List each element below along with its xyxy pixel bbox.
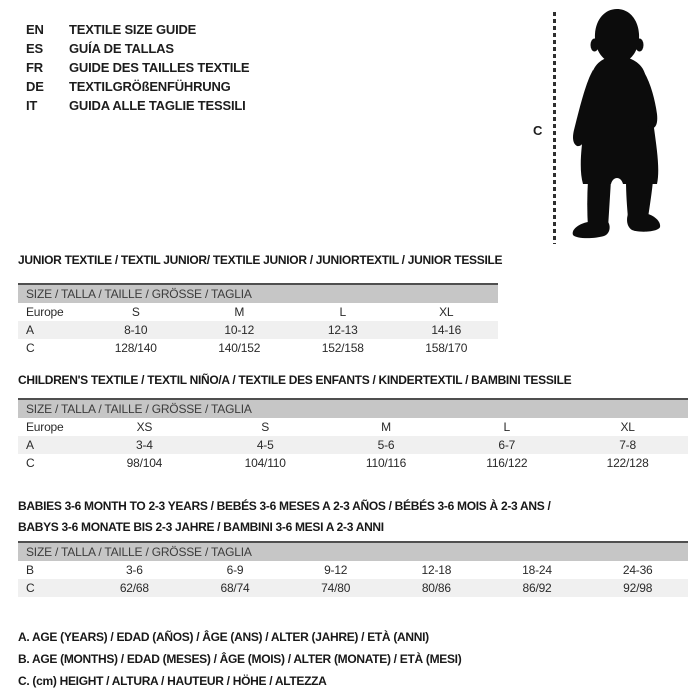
language-row-de	[26, 77, 249, 96]
table-cell: 74/80	[321, 581, 351, 595]
language-code: IT	[26, 98, 38, 113]
size-table-header: SIZE / TALLA / TAILLE / GRÖSSE / TAGLIA	[18, 283, 498, 303]
row-label: C	[26, 341, 35, 355]
table-cell: 110/116	[365, 456, 407, 470]
table-cell: 12-13	[327, 323, 358, 337]
table-cell: 3-6	[125, 563, 143, 577]
footnote-b: B. AGE (MONTHS) / EDAD (MESES) / ÂGE (MOIS) / ALTER (MONATE) / ETÀ (MESI)	[18, 652, 462, 666]
table-cell: 140/152	[218, 341, 261, 355]
row-label: C	[26, 581, 35, 595]
table-cell: 6-7	[498, 438, 516, 452]
table-row-europe	[18, 303, 498, 321]
table-cell: S	[261, 420, 270, 434]
language-code: FR	[26, 60, 43, 75]
toddler-silhouette-image	[562, 8, 688, 246]
section-title-babies-line2: BABYS 3-6 MONATE BIS 2-3 JAHRE / BAMBINI 3-6 MESI A 2-3 ANNI	[18, 520, 384, 534]
language-row-it	[26, 96, 249, 115]
table-cell: 62/68	[119, 581, 149, 595]
guide-title-fr: GUIDE DES TAILLES TEXTILE	[69, 60, 250, 75]
table-cell: 98/104	[126, 456, 163, 470]
row-label: Europe	[26, 420, 64, 434]
guide-title-en: TEXTILE SIZE GUIDE	[69, 22, 197, 37]
table-row-height	[18, 579, 688, 597]
table-cell: 8-10	[124, 323, 148, 337]
table-cell: 116/122	[486, 456, 528, 470]
footnote-c: C. (cm) HEIGHT / ALTURA / HAUTEUR / HÖHE / ALTEZZA	[18, 674, 327, 688]
language-code: DE	[26, 79, 44, 94]
junior-size-table	[18, 283, 498, 357]
babies-size-table	[18, 541, 688, 597]
language-title-block	[26, 20, 249, 115]
table-cell: 128/140	[114, 341, 157, 355]
footnote-a: A. AGE (YEARS) / EDAD (AÑOS) / ÂGE (ANS) / ALTER (JAHRE) / ETÀ (ANNI)	[18, 630, 429, 644]
table-cell: M	[381, 420, 391, 434]
guide-title-de: TEXTILGRÖßENFÜHRUNG	[69, 79, 231, 94]
table-row-months	[18, 561, 688, 579]
table-row-europe	[18, 418, 688, 436]
guide-title-es: GUÍA DE TALLAS	[69, 41, 174, 56]
table-cell: 9-12	[324, 563, 348, 577]
section-title-children: CHILDREN'S TEXTILE / TEXTIL NIÑO/A / TEXTILE DES ENFANTS / KINDERTEXTIL / BAMBINI TESSILE	[18, 373, 572, 387]
table-cell: XL	[620, 420, 635, 434]
table-cell: 18-24	[522, 563, 552, 577]
table-cell: 92/98	[623, 581, 653, 595]
table-row-age	[18, 436, 688, 454]
table-cell: 6-9	[226, 563, 244, 577]
height-measure-dashed-line	[553, 12, 556, 244]
size-table-header: SIZE / TALLA / TAILLE / GRÖSSE / TAGLIA	[18, 541, 688, 561]
section-title-babies-line1: BABIES 3-6 MONTH TO 2-3 YEARS / BEBÉS 3-6 MESES A 2-3 AÑOS / BÉBÉS 3-6 MOIS À 2-3 ANS /	[18, 499, 551, 513]
table-cell: 68/74	[220, 581, 250, 595]
table-cell: 24-36	[622, 563, 653, 577]
section-title-junior: JUNIOR TEXTILE / TEXTIL JUNIOR/ TEXTILE JUNIOR / JUNIORTEXTIL / JUNIOR TESSILE	[18, 253, 503, 267]
table-row-age	[18, 321, 498, 339]
table-row-height	[18, 454, 688, 472]
table-cell: M	[234, 305, 245, 319]
height-measure-label: C	[533, 123, 543, 138]
footnote-legend	[18, 626, 461, 692]
table-cell: 10-12	[224, 323, 255, 337]
row-label: B	[26, 563, 34, 577]
table-cell: L	[339, 305, 346, 319]
table-cell: S	[131, 305, 140, 319]
table-cell: 104/110	[244, 456, 286, 470]
table-cell: 122/128	[606, 456, 649, 470]
size-table-header: SIZE / TALLA / TAILLE / GRÖSSE / TAGLIA	[18, 398, 688, 418]
row-label: Europe	[26, 305, 64, 319]
language-code: ES	[26, 41, 43, 56]
language-code: EN	[26, 22, 44, 37]
table-cell: 3-4	[136, 438, 153, 452]
language-row-fr	[26, 58, 249, 77]
row-label: A	[26, 438, 34, 452]
table-cell: L	[503, 420, 511, 434]
table-cell: 152/158	[321, 341, 364, 355]
table-cell: XS	[136, 420, 153, 434]
language-row-en	[26, 20, 249, 39]
table-cell: 158/170	[425, 341, 468, 355]
row-label: A	[26, 323, 34, 337]
table-row-height	[18, 339, 498, 357]
table-cell: 80/86	[421, 581, 451, 595]
table-cell: 86/92	[522, 581, 552, 595]
table-cell: 4-5	[256, 438, 274, 452]
children-size-table	[18, 398, 688, 472]
row-label: C	[26, 456, 35, 470]
guide-title-it: GUIDA ALLE TAGLIE TESSILI	[69, 98, 246, 113]
language-row-es	[26, 39, 249, 58]
table-cell: 7-8	[619, 438, 636, 452]
section-title-babies	[18, 496, 550, 538]
table-cell: 5-6	[377, 438, 395, 452]
table-cell: XL	[439, 305, 454, 319]
table-cell: 12-18	[421, 563, 452, 577]
table-cell: 14-16	[431, 323, 462, 337]
